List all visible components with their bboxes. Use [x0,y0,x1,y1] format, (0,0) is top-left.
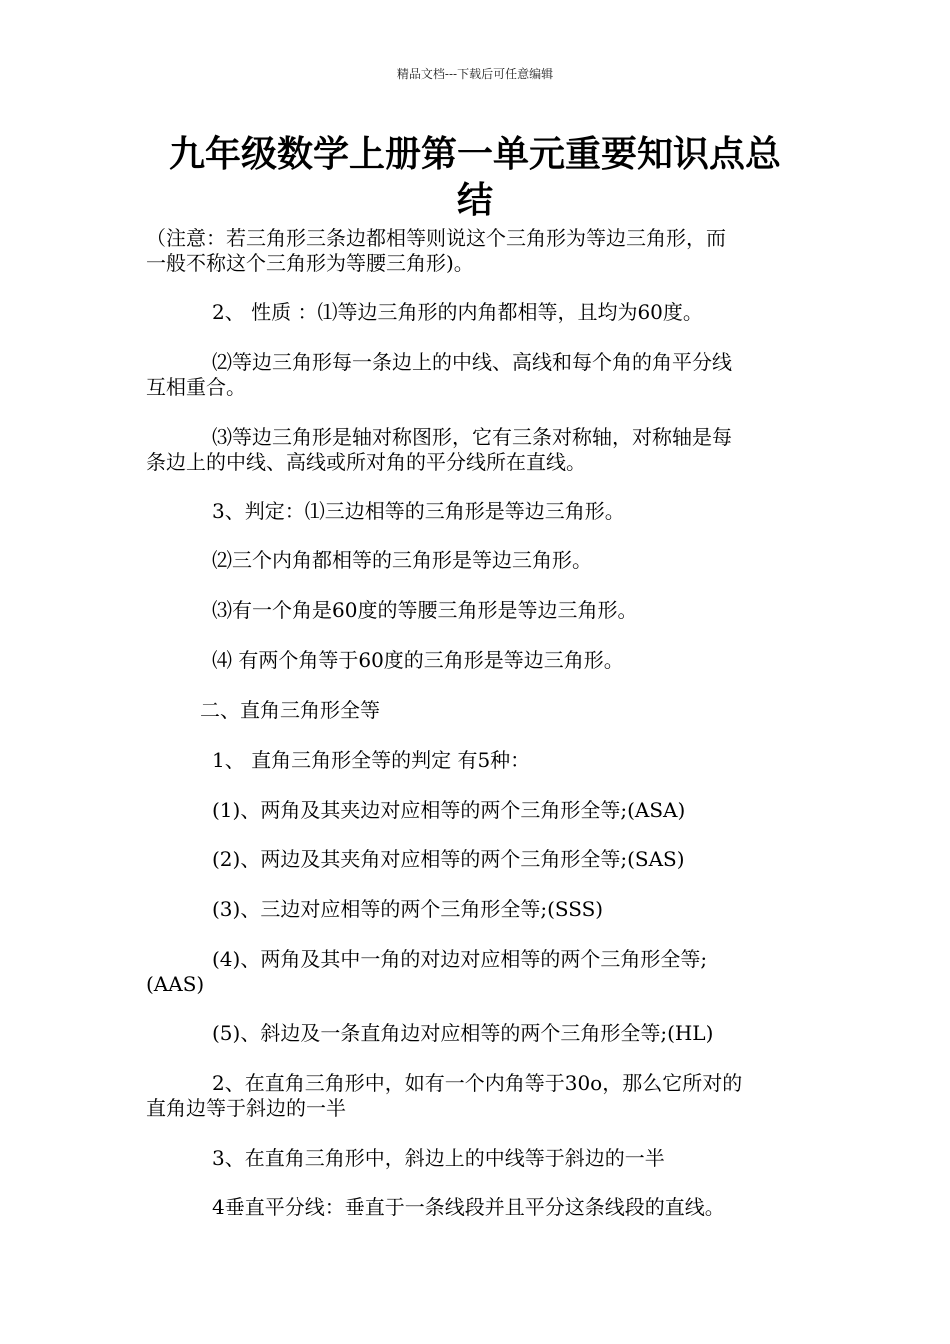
paragraph-sss [146,897,814,921]
paragraph-text: (AAS) [146,972,205,996]
paragraph-properties [146,300,814,324]
section-heading-right-triangle [146,698,814,722]
paragraph-text: 二、直角三角形全等 [200,698,380,722]
paragraph-text: 3、在直角三角形中，斜边上的中线等于斜边的一半 [212,1146,665,1170]
paragraph-text: 2、 性质 ：⑴等边三角形的内角都相等，且均为60度。 [212,300,703,324]
paragraph-property-2-line-2 [146,375,814,399]
paragraph-hl [146,1021,814,1045]
paragraph-property-2-line-1 [146,350,814,374]
paragraph-text: ⑵等边三角形每一条边上的中线、高线和每个角的角平分线 [212,350,732,374]
paragraph-criteria-3 [146,598,814,622]
paragraph-text: 直角边等于斜边的一半 [146,1096,346,1120]
page-header: 精品文档---下载后可任意编辑 [396,67,554,81]
paragraph-30-degree-line-2 [146,1096,814,1120]
paragraph-text: 2、在直角三角形中，如有一个内角等于30o，那么它所对的 [212,1071,743,1095]
paragraph-aas-line-2 [146,972,814,996]
paragraph-text: (1)、两角及其夹边对应相等的两个三角形全等;(ASA) [212,798,686,822]
paragraph-text: (2)、两边及其夹角对应相等的两个三角形全等;(SAS) [212,847,685,871]
paragraph-text: (5)、斜边及一条直角边对应相等的两个三角形全等;(HL) [212,1021,714,1045]
paragraph-note-line-2 [146,251,814,275]
paragraph-criteria-4 [146,648,814,672]
paragraph-text: ⑶有一个角是60度的等腰三角形是等边三角形。 [212,598,638,622]
paragraph-property-3-line-1 [146,425,814,449]
paragraph-text: ⑵三个内角都相等的三角形是等边三角形。 [212,548,592,572]
document-title-line-2: 结 [456,180,493,221]
paragraph-asa [146,798,814,822]
paragraph-text: 4垂直平分线：垂直于一条线段并且平分这条线段的直线。 [212,1195,725,1219]
paragraph-text: (3)、三边对应相等的两个三角形全等;(SSS) [212,897,604,921]
paragraph-text: 一般不称这个三角形为等腰三角形)。 [146,251,474,275]
paragraph-text: ⑶等边三角形是轴对称图形，它有三条对称轴，对称轴是每 [212,425,732,449]
paragraph-text: 1、 直角三角形全等的判定 有5种： [212,748,531,772]
paragraph-text: 互相重合。 [146,375,246,399]
paragraph-text: 3、判定：⑴三边相等的三角形是等边三角形。 [212,499,625,523]
paragraph-text: (4)、两角及其中一角的对边对应相等的两个三角形全等; [212,947,708,971]
paragraph-aas-line-1 [146,947,814,971]
paragraph-text: ⑷ 有两个角等于60度的三角形是等边三角形。 [212,648,624,672]
paragraph-text: 条边上的中线、高线或所对角的平分线所在直线。 [146,450,586,474]
paragraph-criteria-1 [146,499,814,523]
paragraph-criteria-2 [146,548,814,572]
paragraph-30-degree-line-1 [146,1071,814,1095]
paragraph-note-line-1 [146,226,814,250]
paragraph-sas [146,847,814,871]
paragraph-congruence-intro [146,748,814,772]
paragraph-text: （注意：若三角形三条边都相等则说这个三角形为等边三角形，而 [146,226,726,250]
document-title-line-1: 九年级数学上册第一单元重要知识点总 [168,134,781,175]
paragraph-perpendicular-bisector [146,1195,814,1219]
paragraph-median-hypotenuse [146,1146,814,1170]
paragraph-property-3-line-2 [146,450,814,474]
